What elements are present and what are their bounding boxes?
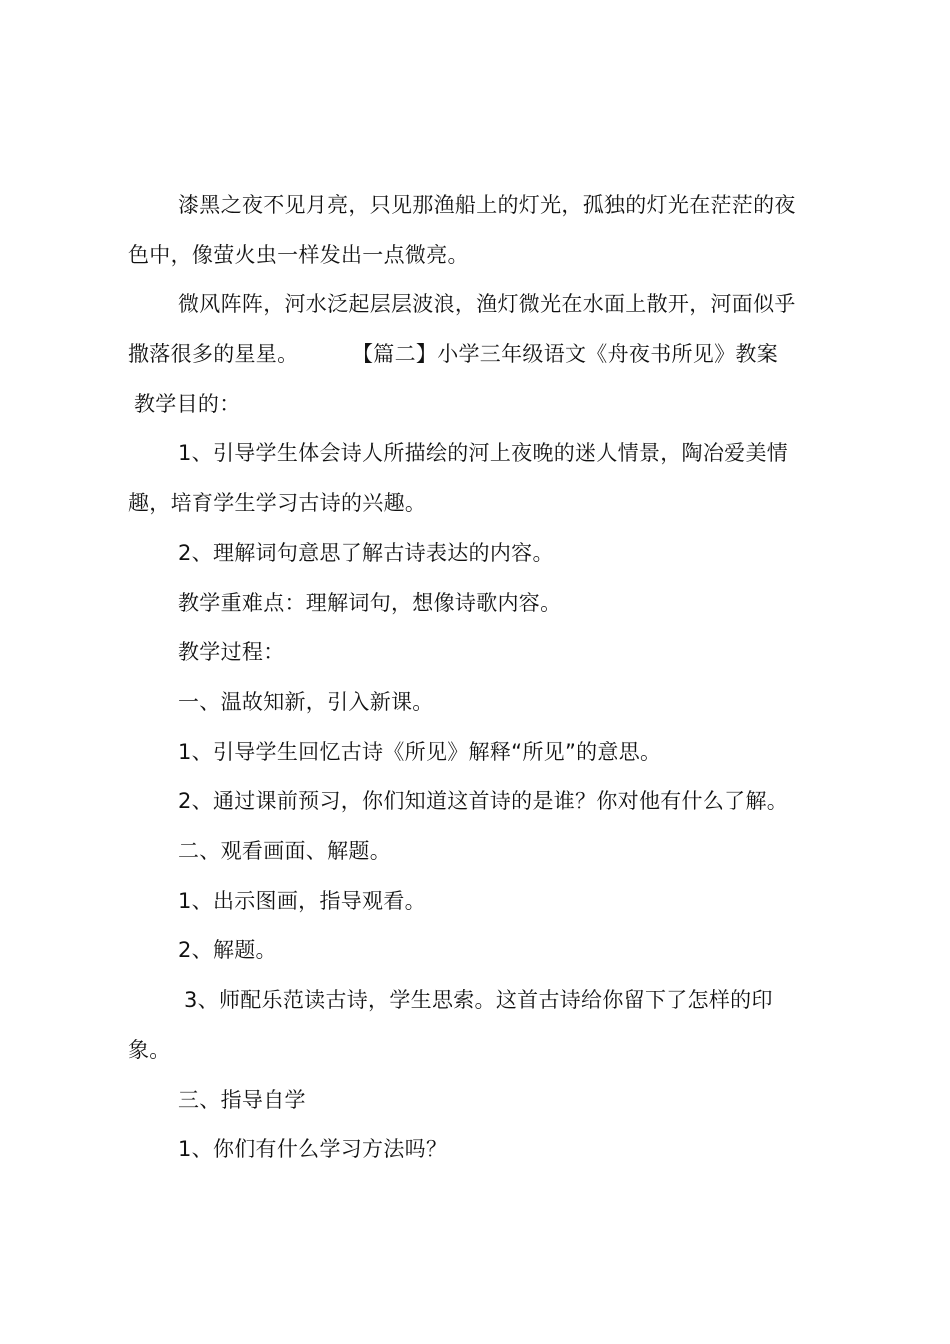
paragraph-2-line-1: 微风阵阵，河水泛起层层波浪，渔灯微光在水面上散开，河面似乎	[178, 292, 796, 316]
step-1-item-2: 2、通过课前预习，你们知道这首诗的是谁？你对他有什么了解。	[178, 789, 789, 813]
step-2-item-2: 2、解题。	[178, 938, 277, 962]
step-2-heading: 二、观看画面、解题。	[178, 839, 391, 863]
step-2-item-3-line-1: 3、师配乐范读古诗，学生思索。这首古诗给你留下了怎样的印	[184, 988, 773, 1012]
objectives-label: 教学目的：	[134, 392, 241, 416]
process-label: 教学过程：	[178, 640, 285, 664]
step-1-heading: 一、温故知新，引入新课。	[178, 690, 434, 714]
step-2-item-1: 1、出示图画，指导观看。	[178, 889, 426, 913]
key-points: 教学重难点：理解词句，想像诗歌内容。	[178, 591, 562, 615]
paragraph-2-line-2-text: 撒落很多的星星。	[128, 342, 299, 366]
step-1-item-1: 1、引导学生回忆古诗《所见》解释“所见”的意思。	[178, 740, 662, 764]
objective-1-line-2: 趣，培育学生学习古诗的兴趣。	[128, 491, 427, 515]
objective-2: 2、理解词句意思了解古诗表达的内容。	[178, 541, 554, 565]
section-heading: 【篇二】小学三年级语文《舟夜书所见》教案	[352, 342, 778, 366]
step-3-heading: 三、指导自学	[178, 1088, 306, 1112]
paragraph-1-line-2: 色中，像萤火虫一样发出一点微亮。	[128, 243, 469, 267]
step-2-item-3-line-2: 象。	[128, 1038, 171, 1062]
paragraph-1-line-1: 漆黑之夜不见月亮，只见那渔船上的灯光，孤独的灯光在茫茫的夜	[178, 193, 796, 217]
step-3-item-1: 1、你们有什么学习方法吗？	[178, 1137, 448, 1161]
objective-1-line-1: 1、引导学生体会诗人所描绘的河上夜晚的迷人情景，陶冶爱美情	[178, 441, 789, 465]
